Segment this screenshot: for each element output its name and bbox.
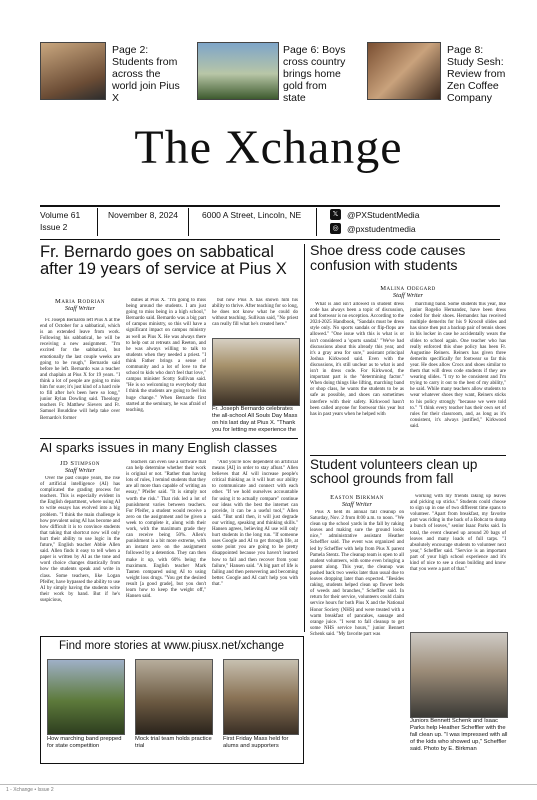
byline-bernardo: [40, 298, 120, 312]
headline-bernardo: Fr. Bernardo goes on sabbatical after 19 years of service at Pius X: [40, 243, 287, 279]
shoe-col-2: [410, 302, 506, 450]
bernardo-caption: Fr. Joseph Bernardo celebrates the all-school All Souls Day Mass on his last day at Pius X. "Thank you for letting me experience the: [212, 406, 298, 433]
byline-volunteer: [310, 494, 404, 508]
volunteer-caption: Juniors Bennett Schenk and Isaac Parks help Heather Scheffler with the fall clean up. "I was impressed with all of the kids who showed up," Scheffler said. Photo by E. Birkman: [410, 718, 508, 752]
ai-col-3-text: "And you're now dependent on artificial means [AI] in order to stay afloat." Allen believes that AI will increase people's critical thinking as it will hurt our ability to communicate and connect with each other. "If we hold ourselves accountable for using it to actually compare" continue our ideas with the best the internet can provide, it can be a useful tool," Allen said. "But until then, it will just degrade our writing, speaking and thinking skills." Hansen agrees, believing AI use will only hurt students in the long run. "If someone uses Google and AI to get through life, at some point you are going to be pretty disappointed because you haven't learned how to fail and then recover from your failure," Hansen said. "A big part of life is failing and then persevering and becoming better. Google and AI can't help you with that.": [212, 460, 298, 587]
bernardo-col-2-text: duties at Pius X. "I'm going to miss being around the students. I am just going to miss being in a high school," Bernardo said. Bernardo was a big part of campus ministry, so this will have a significant impact on campus ministry as well as Pius X. He was always there to help out at retreats and Reeton, and he was always willing to talk to students when they needed a priest. "I think Father brings a sense of community and a lot of love to the school to kids who don't feel that love," campus minister Scotty Sullivan said. "He is so welcoming to everybody that I think the students are going to feel his huge change." When Bernardo first started at the seminary, he was afraid of teaching,: [126, 298, 206, 413]
info-volume: Volume 61: [40, 210, 81, 220]
byline-author: Malina Odegard: [380, 285, 436, 292]
info-instagram[interactable]: @pxstudentmedia: [347, 224, 416, 234]
bernardo-col-3: [212, 298, 298, 336]
more-story-caption-3[interactable]: First Friday Mass held for alums and supporters: [223, 736, 289, 749]
shoe-col-1: [310, 302, 404, 450]
promo-text-1[interactable]: Page 2: Students from across the world join Pius X: [112, 44, 180, 104]
instagram-icon[interactable]: ◎: [330, 223, 341, 234]
byline-author: Maria Rodrian: [55, 298, 105, 305]
bernardo-col-1-text: Fr. Joseph Bernardo left Pius X at the end of October for a sabbatical, which is an extended leave from work. Following his sabbatical, he will be receiving a new assignment. "I'm excited for the sabbatical, but emotionally the last couple weeks are going to be rough," Bernardo said before he left. Bernardo was a teacher and chaplain at Pius X for 19 years. "I think a lot of people are going to miss him for sure; it's just kind of a hard role to fill after he's been here so long," junior Rylan Dowling said. Theology teachers Fr. Matthew Sievers and Fr. Samuel Bouddine will help take over Bernardo's former: [40, 318, 120, 421]
volunteer-col-2: [410, 494, 506, 628]
bernardo-col-1: [40, 318, 120, 433]
more-story-photo-1[interactable]: [47, 659, 125, 735]
promo-photo-3: [367, 42, 441, 100]
ai-col-1-text: Over the past couple years, the rise of artificial intelligence (AI) has complicated the grading process for teachers. This is especially evident in the English department, where using AI to write essays has evolved into a big problem. "I think the main challenge is how prevalent using AI has become and how difficult it is to convince students that taking that shortcut now will only hurt their ability to use logic in the future," English teacher Abbie Allen said. Allen finds it easy to tell when a paper is written by AI as the tone and word choice changes drastically from how the students speak and write in class. Some teachers, like Logan Pfeifer, have bypassed the ability to use AI by simply having the students write their work by hand. But if he's suspicious,: [40, 476, 120, 603]
shoe-col-1-text: What is and isn't allowed in student dress code has always been a topic of discussion, and footwear is no exception. According to the 2024-2025 Handbook, "Sandals must be dress style only. No sports sandals or flip-flops are allowed." "One issue with this is what is or isn't considered a 'sports sandal.' "We've had discussions about this already this year, and it's a gray area for sure," assistant principal Joshua Kirkwood said. Even with the discussions, it's still unclear as to what is and isn't in dress code. For Kirkwood, the important part is the "determining factor." When doing things like lifting, marching band or shop class, he wants the students to be as safe as possible, and shoes can sometimes interfere with their safety. Kirkwood hasn't been called anyone for footwear this year but has in past years when he helped with: [310, 302, 404, 417]
info-twitter[interactable]: @PXStudentMedia: [347, 210, 420, 220]
headline-ai: AI sparks issues in many English classes: [40, 440, 277, 455]
promo-text-2[interactable]: Page 6: Boys cross country brings home gold from state: [283, 44, 346, 104]
info-issue: Issue 2: [40, 222, 68, 232]
footer-text: 1 - Xchange • Issue 2: [6, 787, 54, 793]
byline-shoe: [310, 285, 506, 299]
volunteer-col-1-text: Pius X held its annual fall cleanup on Saturday, Nov. 2 from 8:00 a.m. to noon. "We clean up the school yards in the fall by raking leaves and making sure the ground looks nice," administrative assistant Heather Scheffler said. The event was organized and led by Scheffler with help from Pius X parent Pamela Stentz. The cleanup team is open to all student volunteers, with some even bringing a parent along. This year, the cleanup was pushed back two weeks later than usual due to leaves dropping later than expected. "Besides raking, students helped clean up flower beds of weeds and branches," Scheffler said. In return for their service, volunteers could claim service hours for both Pius X and the National Honor Society (NHS) and were treated with a warm breakfast of pancakes, sausage and orange juice. "I went to fall cleanup to get some NHS service hours," junior Bennett Schenk said. "My favorite part was: [310, 510, 404, 637]
more-story-caption-2[interactable]: Mock trial team holds practice trial: [135, 736, 212, 749]
more-story-photo-3[interactable]: [223, 659, 299, 735]
byline-role: Staff Writer: [64, 305, 96, 312]
byline-author: JD Stimpson: [60, 460, 100, 467]
more-stories-box: [40, 636, 304, 764]
volunteer-col-2-text: working with my friends raking up leaves and picking up sticks." Students could choose to sign up in one of two different time spans to volunteer. "Apart from breakfast, my favorite part was riding in the back of a Bobcat to dump a bunch of leaves," senior Isaac Parks said. In total, the event cleaned up around 20 bags of leaves and many loads of full tarps. "I absolutely encourage students to volunteer next year," Scheffler said. "Service is an important part of your high school experience and it's kind of nice to see a clean building and know that you were a part of that.": [410, 494, 506, 573]
info-divider-3: [316, 208, 317, 236]
bernardo-col-2: [126, 298, 206, 433]
ai-col-2: [126, 460, 206, 632]
volunteer-col-1: [310, 510, 404, 756]
byline-author: Easton Birkman: [330, 494, 384, 501]
footer-rule: [0, 784, 537, 785]
bernardo-photo: [212, 338, 300, 406]
shoe-col-2-text: marching band. Some students this year, like junior Rogelio Hernandez, have been dress coded for their shoes. Hernandez has received multiple demerits for his 9 Krocs8 slides and has since then put a backup pair of tennis shoes in his locker in case he accidentally wears the slides to school again. One teacher who has really enforced this shoe policy has been Fr. Augustine Reiners. Reiners has given three demerits specifically for footwear so far this year. He does allow Crocs and shoes similar to them that will dress code students if they are wearing slides. "I try to be consistent and I'm trying to carry it out to the best of my ability," he said. While many teachers allow students to wear whatever shoes they want, Reiners sticks to his policy strongly "because we were told to." "I think every teacher has their own set of rules for their classroom, and, as long as it's consistent, it's always justified," Kirkwood said.: [410, 302, 506, 429]
ai-col-2-text: teachers can even use a software that can help determine whether their work is original or not. "Rather than having lots of rules, I remind students that they are all more than capable of writing an essay," Pfeifer said. "It is simply not worth the risk." That risk led a lot of punishment varies between teachers. For Pfeifer, a student would receive a zero on the assignment and be given a week to complete it, along with their work, with the maximum grade they can receive being 50%. Allen's punishment is a bit more extreme, with an instant zero on the assignment followed by a detention. They can then make it up, with 60% being the maximum. English teacher Mark Tauten compared using AI to using weight loss drugs. "You get the desired result [a good grade], but you don't learn how to keep the weight off," Hansen said.: [126, 460, 206, 600]
headline-volunteer: Student volunteers clean up school grounds from fall: [310, 457, 478, 487]
more-story-photo-2[interactable]: [135, 659, 213, 735]
ai-col-1: [40, 476, 120, 632]
byline-ai: [40, 460, 120, 474]
byline-role: Staff Writer: [392, 292, 424, 299]
info-divider-1: [97, 208, 98, 236]
info-address: 6000 A Street, Lincoln, NE: [202, 210, 302, 220]
masthead-rule-top: [40, 205, 500, 207]
ai-col-3: [212, 460, 298, 632]
promo-text-3[interactable]: Page 8: Study Sesh: Review from Zen Coffee Company: [447, 44, 506, 104]
promo-photo-1: [40, 42, 106, 100]
ai-rule-top: [40, 438, 298, 439]
more-story-caption-1[interactable]: How marching band prepped for state competition: [47, 736, 122, 749]
more-stories-heading[interactable]: Find more stories at www.piusx.net/xchange: [59, 640, 284, 652]
twitter-icon[interactable]: 𝕏: [330, 209, 341, 220]
bernardo-col-3-text: but now Pius X has shown him his ability to thrive. After teaching for so long, he does not know what he could do without teaching. Sullivan said, "No priest can really fill what he's created here.": [212, 298, 298, 328]
byline-role: Staff Writer: [341, 501, 373, 508]
column-divider-vertical: [304, 244, 305, 632]
info-divider-2: [188, 208, 189, 236]
headline-shoe: Shoe dress code causes confusion with students: [310, 243, 466, 274]
volunteer-rule-top: [310, 455, 506, 456]
promo-photo-2: [197, 42, 279, 100]
info-rule-bottom: [40, 239, 500, 240]
masthead-title: The Xchange: [134, 121, 403, 174]
volunteer-photo: [410, 632, 508, 718]
byline-role: Staff Writer: [64, 467, 96, 474]
info-date: November 8, 2024: [108, 210, 178, 220]
